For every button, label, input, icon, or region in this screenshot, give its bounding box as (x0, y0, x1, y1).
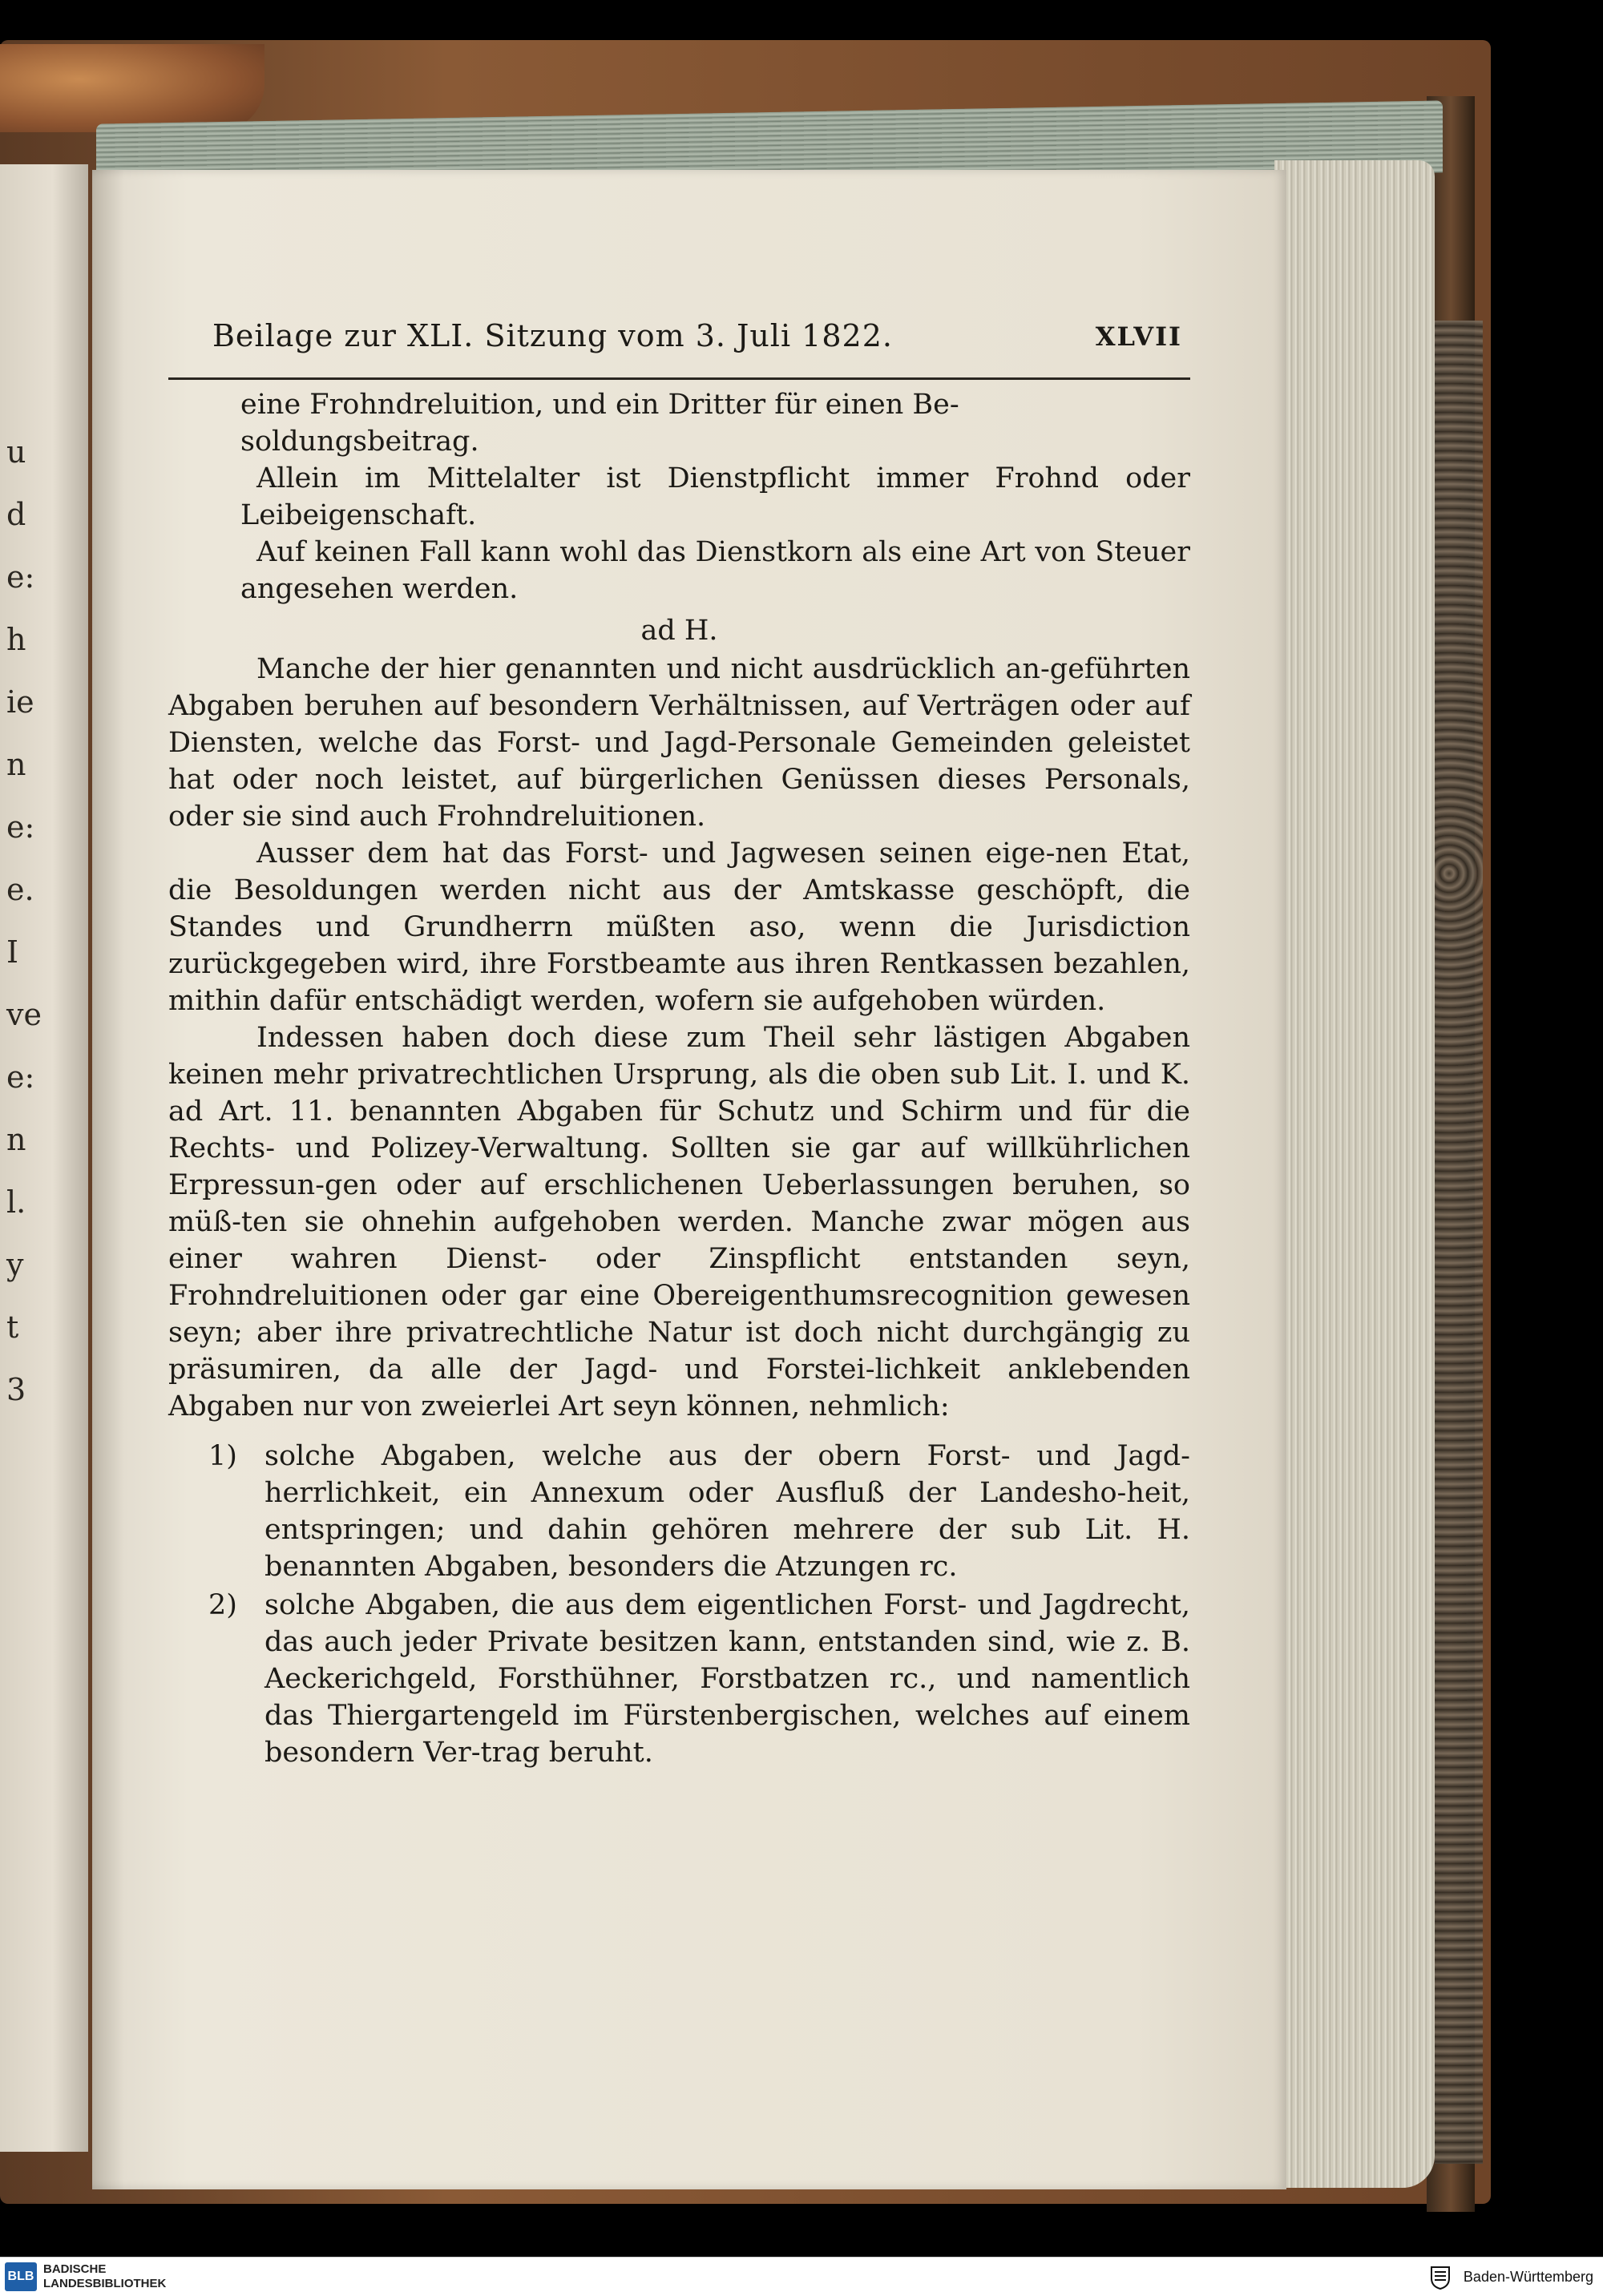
left-page-fragment: ve (6, 997, 42, 1032)
list-item-number: 1) (208, 1440, 237, 1472)
library-name[interactable] (43, 2262, 166, 2291)
page-stack-fore-edge (1274, 160, 1435, 2188)
list-item-text: solche Abgaben, welche aus der obern Forst- und Jagd-herrlichkeit, ein Annexum oder Ausfluß der Landesho-heit, entspringen; und dahin gehören mehrere der sub Lit. H. benannten Abgaben, besonders die Atzungen rc. (264, 1440, 1190, 1583)
left-page-fragment: l. (6, 1184, 26, 1220)
baden-wuerttemberg-crest-icon (1428, 2264, 1452, 2290)
left-page-fragment: e: (6, 1059, 35, 1095)
paragraph-continuation-line1: eine Frohndreluition, und ein Dritter für einen Be- (240, 389, 959, 421)
marbled-cover-edge (1435, 321, 1483, 2164)
left-page-text-fragments (6, 421, 79, 1421)
left-page-fragment: n (6, 1122, 26, 1157)
left-page-fragment: e: (6, 559, 35, 595)
left-page-fragment: d (6, 497, 26, 532)
paragraph-abgaben: Manche der hier genannten und nicht ausdrücklich an-geführten Abgaben beruhen auf besondern Verhältnissen, auf Verträgen oder auf Diensten, welche das Forst- und Jagd-Personale Gemeinden geleistet hat oder noch leistet, auf bürgerlichen Genüssen dieses Personals, oder sie sind auch Frohndreluitionen. (168, 653, 1190, 833)
left-page-fragment: t (6, 1309, 19, 1345)
paragraph-continuation-line2: soldungsbeitrag. (240, 426, 479, 458)
book-headband (0, 44, 264, 132)
state-label[interactable]: Baden-Württemberg (1463, 2269, 1593, 2285)
left-page-fragment: I (6, 934, 19, 970)
left-page-fragment: e: (6, 809, 35, 845)
section-heading: ad H. (640, 615, 718, 647)
viewer-footer (0, 2257, 1603, 2296)
left-page-fragment: ie (6, 684, 34, 720)
list-item-number: 2) (208, 1589, 237, 1621)
right-page (92, 170, 1286, 2189)
running-header (168, 310, 1190, 366)
paragraph-forstwesen: Ausser dem hat das Forst- und Jagwesen seinen eige-nen Etat, die Besoldungen werden nicht aus der Amtskasse geschöpft, die Standes und Grundherrn müßten aso, wenn die Jurisdiction zurückgegeben wird, ihre Forstbeamte aus ihren Rentkassen bezahlen, mithin dafür entschädigt werden, wofern sie aufgehoben würden. (168, 837, 1190, 1017)
left-page-remnant (0, 164, 88, 2152)
blb-logo[interactable]: BLB (5, 2262, 37, 2291)
paragraph-dienstkorn: Auf keinen Fall kann wohl das Dienstkorn als eine Art von Steuer angesehen werden. (240, 536, 1190, 605)
list-item (168, 1587, 1190, 1771)
list-item (168, 1438, 1190, 1585)
left-page-fragment: n (6, 747, 26, 782)
left-page-fragment: u (6, 434, 26, 470)
library-name-line1: BADISCHE (43, 2262, 107, 2276)
left-page-fragment: 3 (6, 1372, 26, 1407)
left-page-fragment: y (6, 1247, 24, 1282)
numbered-list (168, 1438, 1190, 1771)
header-rule (168, 377, 1190, 380)
page-text-block (168, 310, 1190, 1771)
page-number: XLVII (1095, 321, 1182, 352)
paragraph-mittelalter: Allein im Mittelalter ist Dienstpflicht immer Frohnd oder Leibeigenschaft. (240, 462, 1190, 531)
library-name-line2: LANDESBIBLIOTHEK (43, 2277, 167, 2290)
list-item-text: solche Abgaben, die aus dem eigentlichen Forst- und Jagdrecht, das auch jeder Private besitzen kann, entstanden sind, wie z. B. Aeckerichgeld, Forsthühner, Forstbatzen rc., und namentlich das Thiergartengeld im Fürstenbergischen, welches auf einem besondern Ver-trag beruht. (264, 1589, 1190, 1769)
left-page-fragment: e. (6, 872, 34, 907)
paragraph-indessen: Indessen haben doch diese zum Theil sehr lästigen Abgaben keinen mehr privatrechtlichen Ursprung, als die oben sub Lit. I. und K. ad Art. 11. benannten Abgaben für Schutz und Schirm und für die Rechts- und Polizey-Verwaltung. Sollten sie gar auf willkührlichen Erpressun-gen oder auf erschlichenen Ueberlassungen beruhen, so müß-ten sie ohnehin aufgehoben werden. Manche zwar mögen aus einer wahren Dienst- oder Zinspflicht entstanden seyn, Frohndreluitionen oder gar eine Obereigenthumsrecognition gewesen seyn; aber ihre privatrechtliche Natur ist doch nicht durchgängig zu präsumiren, da alle der Jagd- und Forstei-lichkeit anklebenden Abgaben nur von zweierlei Art seyn können, nehmlich: (168, 1022, 1190, 1422)
left-page-fragment: h (6, 622, 26, 657)
running-header-title: Beilage zur XLI. Sitzung vom 3. Juli 1822. (212, 318, 893, 353)
